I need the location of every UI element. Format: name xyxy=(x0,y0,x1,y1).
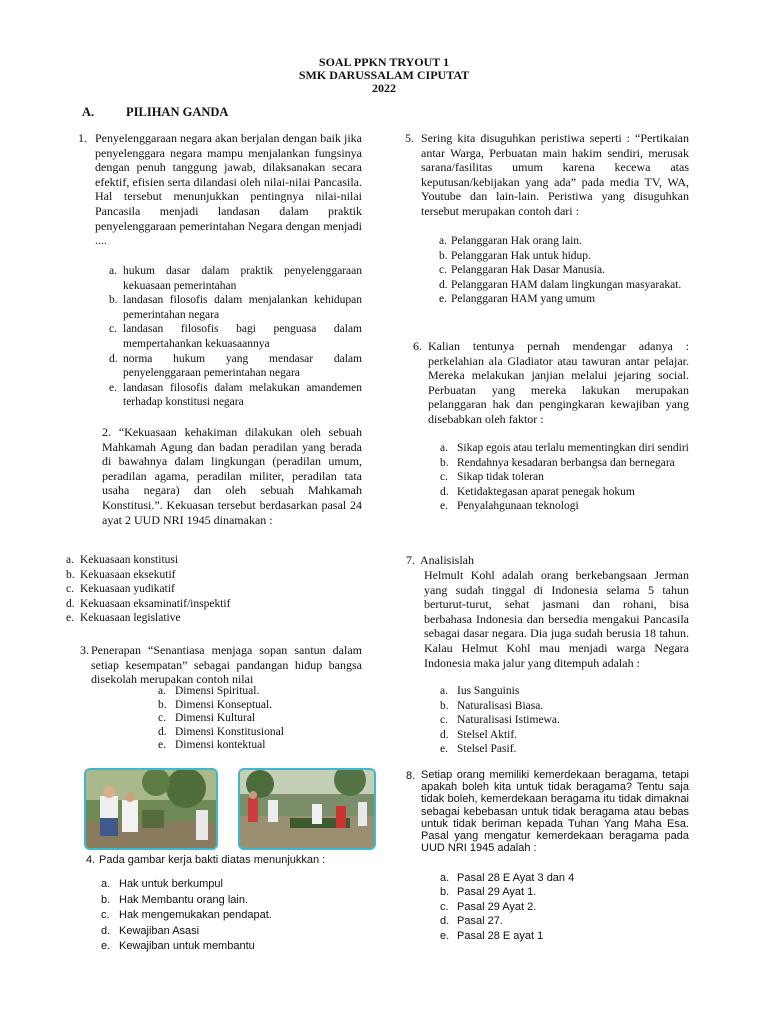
q5-number: 5. xyxy=(405,131,414,145)
q5-options xyxy=(439,234,689,307)
q3-option-d: d. Dimensi Konstitusional xyxy=(158,725,284,738)
q1-option-a: a. hukum dasar dalam praktik penyelenggaraan kekuasaan pemerintahan xyxy=(109,265,362,292)
q7-option-e: e. Stelsel Pasif. xyxy=(440,743,517,756)
q6-text: Kalian tentunya pernah mendengar adanya : perkelahian ala Gladiator atau tawuran antar pelajar. Mereka melakukan janjian melalui jejaring social. Perbuatan yang mereka lakukan merupakan pelanggaran hak dan pengingkaran kewajiban yang disebabkan oleh faktor : xyxy=(428,339,689,426)
q5-option-c: c. Pelanggaran Hak Dasar Manusia. xyxy=(439,264,605,277)
q3-option-e: e. Dimensi kontektual xyxy=(158,739,266,752)
q8-options xyxy=(440,871,689,943)
section-title: PILIHAN GANDA xyxy=(126,105,229,119)
q2-text: “Kekuasaan kehakiman dilakukan oleh sebuah Mahkamah Agung dan badan peradilan yang berada di bawahnya dalam lingkungan (peradilan umum, peradilan agama, peradilan militer, peradilan tata usaha negara) dan oleh sebuah Mahkamah Konstitusi.”. Kekuasan tersebut berdasarkan pasal 24 ayat 2 UUD NRI 1945 dinamakan : xyxy=(102,425,363,527)
q3-option-a: a. Dimensi Spiritual. xyxy=(158,685,260,697)
q4-option-d: d. Kewajiban Asasi xyxy=(101,924,200,937)
q7-number: 7. xyxy=(406,553,415,567)
q7-option-b: b. Naturalisasi Biasa. xyxy=(440,699,544,712)
q6-option-d: d. Ketidaktegasan aparat penegak hokum xyxy=(440,485,635,498)
section-letter: A. xyxy=(82,105,95,119)
q6-options xyxy=(440,441,689,514)
q7-option-a: a. Ius Sanguinis xyxy=(440,685,520,697)
q7-title: Analisislah xyxy=(420,553,474,567)
q4-option-c: c. Hak mengemukakan pendapat. xyxy=(101,909,272,921)
q6-number: 6. xyxy=(413,339,422,353)
q1-option-d: d. norma hukum yang mendasar dalam penyelenggaraan pemerintahan negara xyxy=(109,352,362,380)
title-line-1: SOAL PPKN TRYOUT 1 xyxy=(318,55,450,69)
q8-option-c: c. Pasal 29 Ayat 2. xyxy=(440,900,537,913)
q1-option-e: e. landasan filosofis dalam melakukan amandemen terhadap konstitusi negara xyxy=(109,381,362,409)
q6-option-e: e. Penyalahgunaan teknologi xyxy=(440,500,579,513)
q5-option-a: a. Pelanggaran Hak orang lain. xyxy=(439,235,582,247)
q5-option-d: d. Pelanggaran HAM dalam lingkungan masyarakat. xyxy=(439,278,682,291)
q3-options xyxy=(158,684,368,753)
q4-option-e: e. Kewajiban untuk membantu xyxy=(101,940,255,952)
photo-kerja-bakti-1 xyxy=(84,768,218,850)
q3-option-c: c. Dimensi Kultural xyxy=(158,712,256,725)
q1-text: Penyelenggaraan negara akan berjalan dengan baik jika penyelenggara negara mampu menjalankan fungsinya dengan penuh tanggung jawab, dilaksanakan secara efektif, efisien serta dilandasi oleh nilai-nilai Pancasila. Hal tersebut menunjukkan pentingnya nilai-nilai Pancasila menjadi landasan dalam praktik penyelenggaraan pemerintahan Negara dengan menjadi .... xyxy=(95,131,362,248)
q3-option-b: b. Dimensi Konseptual. xyxy=(158,698,273,711)
q7-text: Helmult Kohl adalah orang berkebangsaan Jerman yang sudah tinggal di Indonesia selama 5 tahun berturut-turut, sehat jasmani dan rohani, bisa berbahasa Indonesia dan bersedia mengakui Pancasila sebagai dasar negara. Dia juga sudah berusia 18 tahun. Kalau Helmut Kohl mau menjadi warga Negara Indonesia maka jalur yang ditempuh adalah : xyxy=(424,568,689,670)
q4-number: 4. xyxy=(86,854,96,866)
q7-option-c: c. Naturalisasi Istimewa. xyxy=(440,714,560,727)
q2-option-c: c. Kekuasaan yudikatif xyxy=(66,583,175,596)
q2-option-e: e. Kekuasaan legislative xyxy=(66,612,181,625)
q1-option-c: c. landasan filosofis bagi penguasa dalam mempertahankan kekuasaannya xyxy=(109,323,362,350)
q1-option-b: b. landasan filosofis dalam menjalankan kehidupan pemerintahan negara xyxy=(109,294,362,321)
q7-options xyxy=(440,684,689,757)
q3-text: Penerapan “Senantiasa menjaga sopan santun dalam setiap kesempatan” sebagai pandangan hidup bangsa disekolah merupakan contoh nilai xyxy=(91,643,362,687)
q4-options xyxy=(101,877,361,955)
q8-option-e: e. Pasal 28 E ayat 1 xyxy=(440,929,544,942)
q3-number: 3. xyxy=(80,643,89,657)
q4-option-b: b. Hak Membantu orang lain. xyxy=(101,893,249,906)
q6-option-b: b. Rendahnya kesadaran berbangsa dan bernegara xyxy=(440,456,675,469)
q5-option-b: b. Pelanggaran Hak untuk hidup. xyxy=(439,249,591,262)
q8-option-a: a. Pasal 28 E Ayat 3 dan 4 xyxy=(440,872,575,884)
q5-option-e: e. Pelanggaran HAM yang umum xyxy=(439,293,596,306)
q5-text: Sering kita disuguhkan peristiwa seperti : “Pertikaian antar Warga, Perbuatan main hakim sendiri, merusak sarana/fasilitas umum karena kecewa atas keputusan/kebijakan yang ada” pada media TV, WA, Youtube dan lain-lain. Peristiwa yang disuguhkan tersebut merupakan contoh dari : xyxy=(421,131,689,218)
year: 2022 xyxy=(372,81,396,95)
photo-kerja-bakti-1-image xyxy=(86,770,216,848)
q2-option-d: d. Kekuasaan eksaminatif/inspektif xyxy=(66,597,231,610)
q2-number: 2. xyxy=(102,425,111,439)
school-name: SMK DARUSSALAM CIPUTAT xyxy=(298,68,470,82)
q4-option-a: a. Hak untuk berkumpul xyxy=(101,878,223,890)
q2-block xyxy=(102,425,362,527)
q8-number: 8. xyxy=(406,770,416,782)
q1-options xyxy=(109,264,362,410)
q8-text: Setiap orang memiliki kemerdekaan beragama, tetapi apakah boleh kita untuk tidak beragama? Tentu saja tidak boleh, kemerdekaan beragama itu tidak dimaknai sebagai kebebasan untuk tidak beragama atau bebas untuk tidak beriman kepada Tuhan Yang Maha Esa. Pasal yang mengatur kemerdekaan beragama pada UUD NRI 1945 adalah : xyxy=(421,769,689,855)
q2-option-a: a. Kekuasaan konstitusi xyxy=(66,554,179,566)
q2-options xyxy=(66,553,326,626)
q6-option-a: a. Sikap egois atau terlalu mementingkan diri sendiri xyxy=(440,442,689,454)
photo-kerja-bakti-2-image xyxy=(240,770,374,848)
q8-option-b: b. Pasal 29 Ayat 1. xyxy=(440,886,537,899)
q8-option-d: d. Pasal 27. xyxy=(440,915,503,928)
q7-option-d: d. Stelsel Aktif. xyxy=(440,728,518,741)
q6-option-c: c. Sikap tidak toleran xyxy=(440,471,544,484)
q2-option-b: b. Kekuasaan eksekutif xyxy=(66,568,176,581)
q1-number: 1. xyxy=(78,131,87,145)
photo-kerja-bakti-2 xyxy=(238,768,376,850)
q4-text: Pada gambar kerja bakti diatas menunjukkan : xyxy=(99,854,326,866)
